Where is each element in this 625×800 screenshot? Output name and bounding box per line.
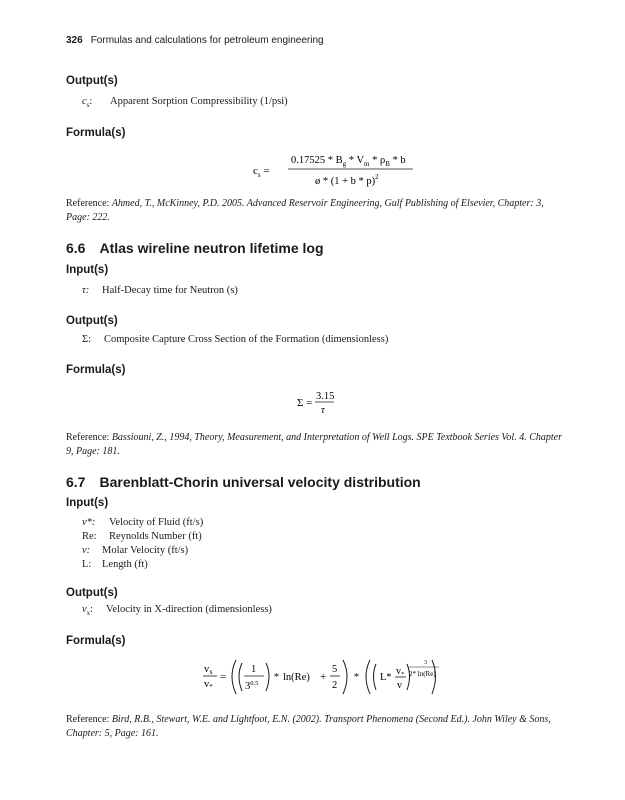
svg-text:=: = xyxy=(220,671,227,683)
section-title: Atlas wireline neutron lifetime log xyxy=(99,240,324,256)
formula-exp-num: 3 xyxy=(424,660,427,666)
input-description: Length (ft) xyxy=(102,559,148,570)
page-number: 326 xyxy=(66,35,83,46)
formula-heading-6-7: Formula(s) xyxy=(66,635,126,647)
input-description: Velocity of Fluid (ft/s) xyxy=(109,517,204,528)
formula-lhs: Σ xyxy=(297,397,304,409)
formula-exp-den: 2* ln(Re) xyxy=(409,670,436,678)
formula-ln-re: ln(Re) xyxy=(283,672,310,683)
sorption-compressibility-formula xyxy=(240,148,440,192)
formula-root: $3^{0.5}$ xyxy=(245,680,259,692)
input-heading-6-6: Input(s) xyxy=(66,264,109,276)
output-heading-6-6: Output(s) xyxy=(66,315,118,327)
svg-text:*: * xyxy=(354,672,359,683)
reference-1 xyxy=(66,197,566,225)
running-header xyxy=(66,35,324,46)
svg-text:*: * xyxy=(274,672,279,683)
input-row xyxy=(82,517,203,528)
reference-label: Reference: xyxy=(66,714,110,725)
formula-denominator: τ xyxy=(321,405,325,416)
output-symbol: c xyxy=(82,96,87,107)
formula-lhs: c xyxy=(253,165,258,177)
output-row xyxy=(82,96,288,109)
output-description: Apparent Sorption Compressibility (1/psi) xyxy=(110,96,288,107)
svg-text:+: + xyxy=(320,671,327,683)
formula-v-den: v xyxy=(397,680,402,691)
reference-text: Bassiouni, Z., 1994, Theory, Measurement, and Interpretation of Well Logs. SPE Textbook Series Vol. 4. Chapter 9, Page: 181. xyxy=(66,432,562,457)
output-symbol-colon: : xyxy=(90,604,94,615)
velocity-distribution-formula xyxy=(200,654,440,698)
input-symbol: L: xyxy=(82,559,92,570)
output-symbol: v xyxy=(82,604,87,615)
input-symbol: Re: xyxy=(82,531,97,542)
input-symbol: τ: xyxy=(82,285,90,296)
formula-denominator: ø * $(1 + b * p)^2$ xyxy=(315,173,379,187)
section-title: Barenblatt-Chorin universal velocity distribution xyxy=(99,474,421,490)
output-heading-6-7: Output(s) xyxy=(66,587,118,599)
formula-five: 5 xyxy=(332,664,338,675)
formula-numerator: 3.15 xyxy=(316,391,335,402)
formula-numerator: $0.17525 * B_g * V_m * \rho_B$ * b xyxy=(291,155,406,168)
reference-label: Reference: xyxy=(66,198,110,209)
input-row xyxy=(82,285,238,296)
formula-one: 1 xyxy=(251,664,257,675)
running-title: Formulas and calculations for petroleum engineering xyxy=(90,35,324,46)
output-description: Composite Capture Cross Section of the Formation (dimensionless) xyxy=(104,334,389,345)
formula-heading-1: Formula(s) xyxy=(66,127,126,139)
input-row xyxy=(82,559,148,570)
output-row xyxy=(82,334,388,345)
formula-lhs-sub: s xyxy=(257,171,261,179)
input-symbol: v: xyxy=(82,545,91,556)
section-number: 6.7 xyxy=(66,474,86,490)
reference-label: Reference: xyxy=(66,432,110,443)
output-row xyxy=(82,604,272,617)
output-description: Velocity in X-direction (dimensionless) xyxy=(106,604,272,615)
input-description: Half-Decay time for Neutron (s) xyxy=(102,285,238,296)
input-row xyxy=(82,531,202,542)
formula-L: L xyxy=(380,672,387,683)
svg-text:vx: vx xyxy=(204,664,213,676)
input-row xyxy=(82,545,188,556)
section-number: 6.6 xyxy=(66,240,86,256)
formula-two: 2 xyxy=(332,680,338,691)
reference-6-7 xyxy=(66,713,566,741)
formula-lhs xyxy=(203,664,217,691)
svg-text:cs =: $c_s$ = xyxy=(253,165,270,179)
output-symbol-sub: x xyxy=(86,609,91,618)
reference-text: Bird, R.B., Stewart, W.E. and Lightfoot, E.N. (2002). Transport Phenomena (Second Ed.). John Wiley & Sons, Chapter: 5, Page: 161. xyxy=(66,714,551,739)
formula-heading-6-6: Formula(s) xyxy=(66,364,126,376)
input-description: Molar Velocity (ft/s) xyxy=(102,545,189,556)
svg-text:v*: $v_*$ xyxy=(396,666,405,678)
section-6-6-title xyxy=(66,240,324,256)
svg-text:Σ =: Σ = xyxy=(297,397,313,409)
output-symbol: Σ: xyxy=(82,334,92,345)
svg-text:L*: L* xyxy=(380,672,392,683)
input-heading-6-7: Input(s) xyxy=(66,497,109,509)
output-heading-1: Output(s) xyxy=(66,75,118,87)
input-symbol: v*: xyxy=(82,517,96,528)
capture-cross-section-formula xyxy=(295,388,355,418)
svg-text:v*: v* xyxy=(204,679,213,691)
reference-text: Ahmed, T., McKinney, P.D. 2005. Advanced Reservoir Engineering, Gulf Publishing of Elsevier, Chapter: 3, Page: 222. xyxy=(66,198,544,223)
output-symbol-sub: s xyxy=(86,101,90,110)
input-description: Reynolds Number (ft) xyxy=(109,531,202,542)
reference-6-6 xyxy=(66,431,566,459)
output-symbol-colon: : xyxy=(89,96,93,107)
section-6-7-title xyxy=(66,474,421,490)
